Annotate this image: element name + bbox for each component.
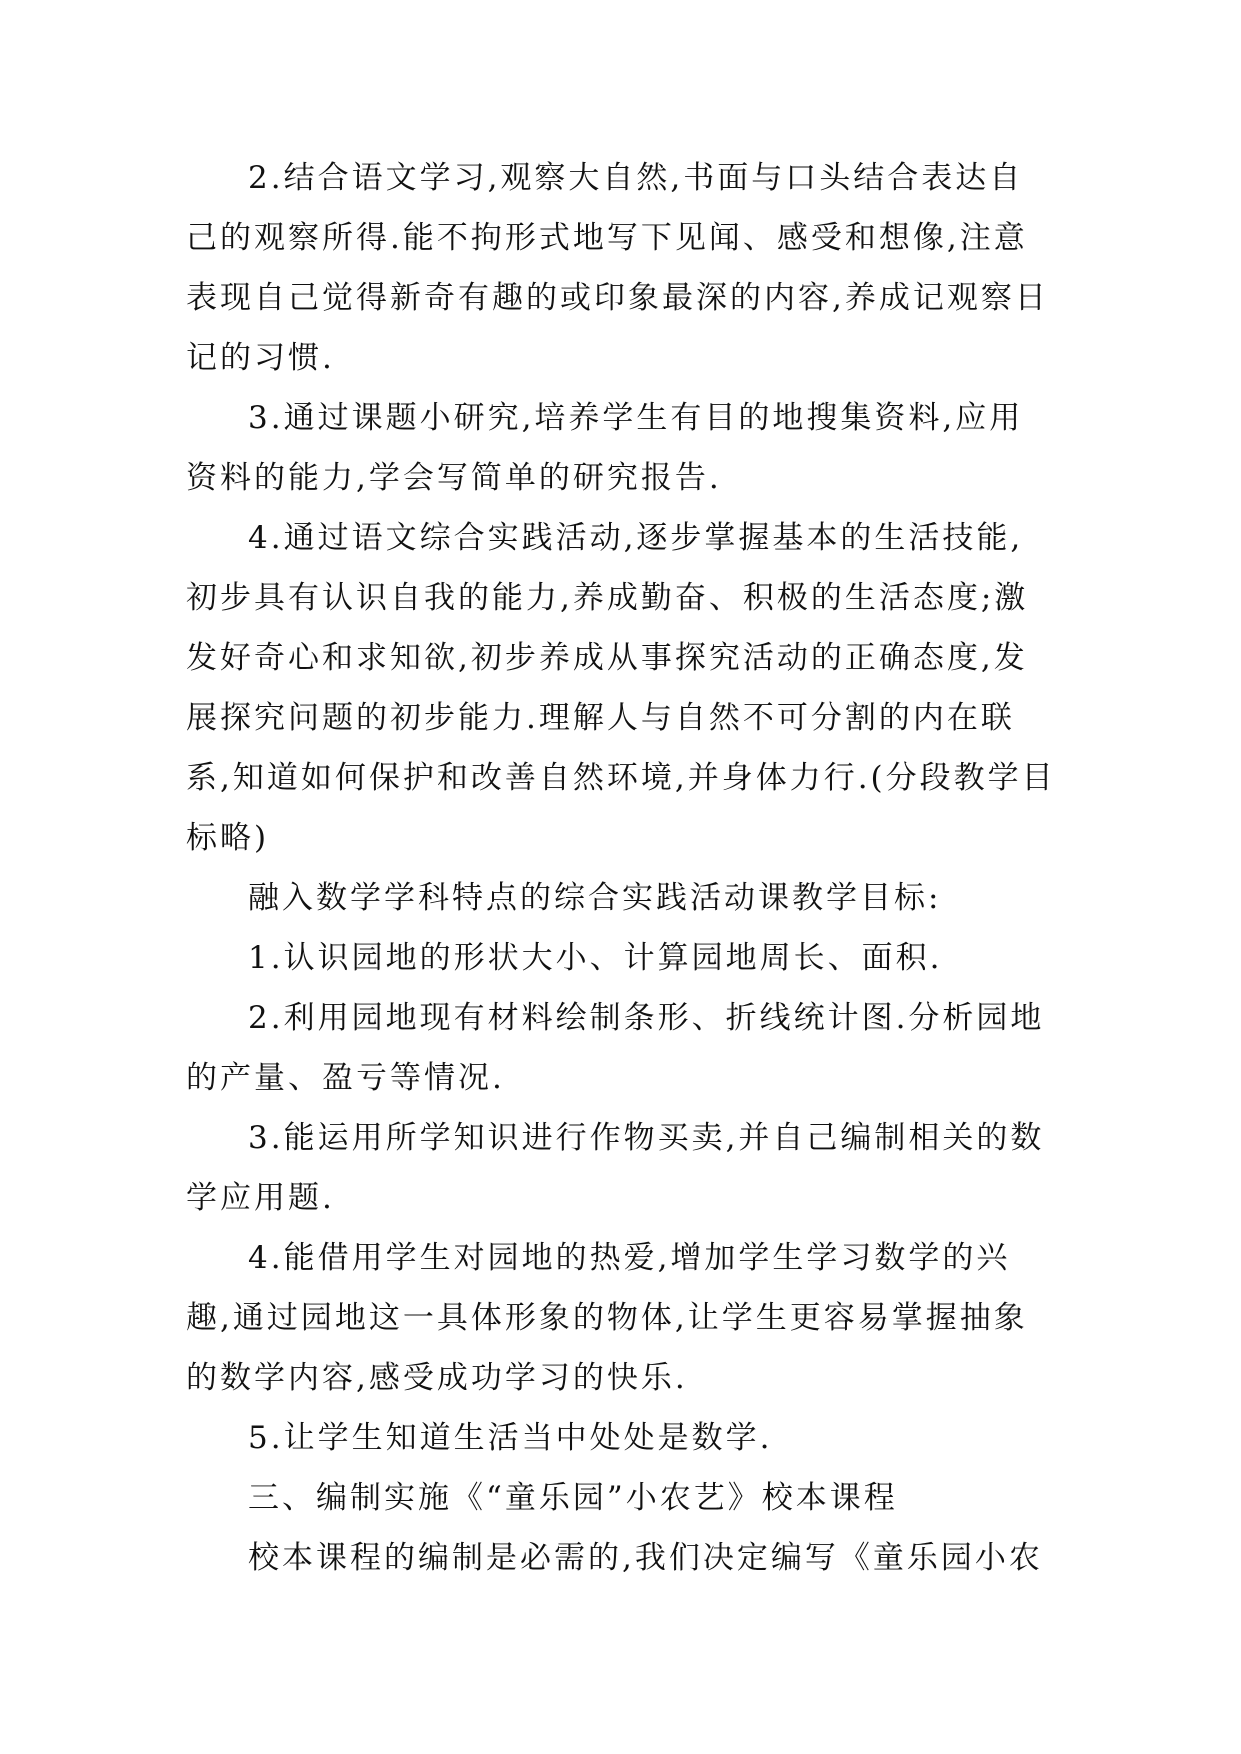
paragraph-goal-2-observation: 2.结合语文学习,观察大自然,书面与口头结合表达自己的观察所得.能不拘形式地写下见闻、感受和想像,注意表现自己觉得新奇有趣的或印象最深的内容,养成记观察日记的习惯. [186,160,1049,376]
paragraph-math-goal-1: 1.认识园地的形状大小、计算园地周长、面积. [248,940,943,976]
paragraph-math-goal-3: 3.能运用所学知识进行作物买卖,并自己编制相关的数学应用题. [186,1120,1045,1216]
paragraph-goal-4-practice: 4.通过语文综合实践活动,逐步掌握基本的生活技能,初步具有认识自我的能力,养成勤奋、积极的生活态度;激发好奇心和求知欲,初步养成从事探究活动的正确态度,发展探究问题的初步能力.理解人与自然不可分割的内在联系,知道如何保护和改善自然环境,并身体力行.(分段教学目标略) [186,520,1056,856]
paragraph-math-goals-heading: 融入数学学科特点的综合实践活动课教学目标: [248,880,942,916]
paragraph-curriculum-intro: 校本课程的编制是必需的,我们决定编写《童乐园小农 [248,1540,1043,1576]
paragraph-math-goal-5: 5.让学生知道生活当中处处是数学. [248,1420,773,1456]
paragraph-math-goal-4: 4.能借用学生对园地的热爱,增加学生学习数学的兴趣,通过园地这一具体形象的物体,让学生更容易掌握抽象的数学内容,感受成功学习的快乐. [186,1240,1028,1396]
paragraph-math-goal-2: 2.利用园地现有材料绘制条形、折线统计图.分析园地的产量、盈亏等情况. [186,1000,1045,1096]
paragraph-goal-3-research: 3.通过课题小研究,培养学生有目的地搜集资料,应用资料的能力,学会写简单的研究报告. [186,400,1024,496]
section-heading-school-curriculum: 三、编制实施《“童乐园”小农艺》校本课程 [248,1480,898,1516]
document-body [186,148,1056,1588]
